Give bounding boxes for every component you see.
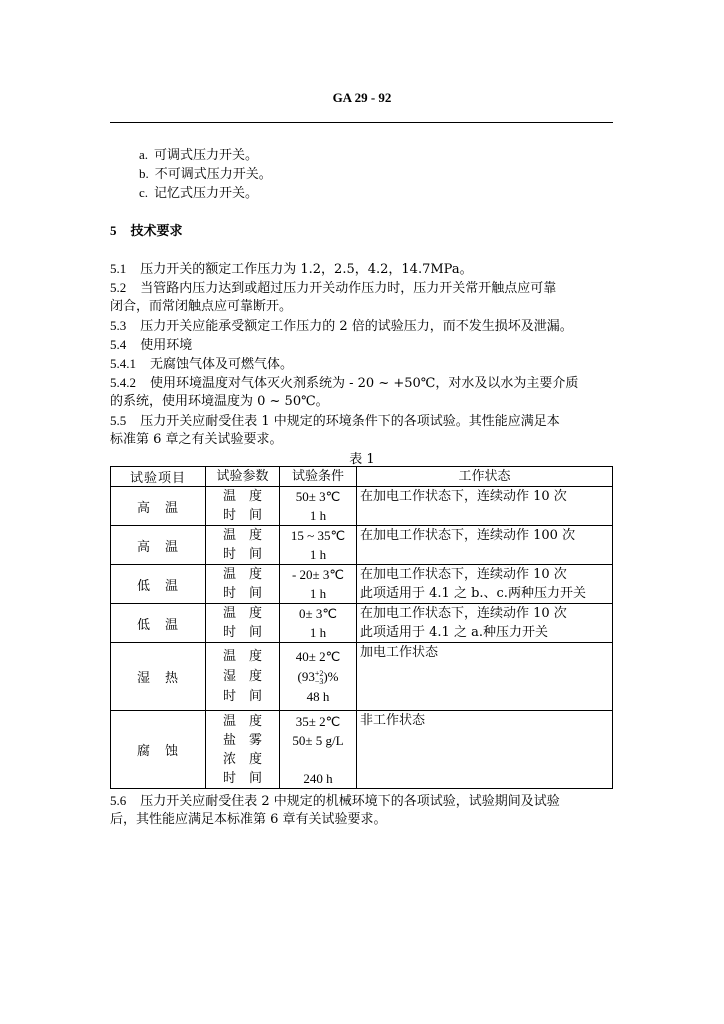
cell-params: 温 度 盐 雾 浓 度 时 间 [206,711,280,789]
cell-state: 在加电工作状态下，连续动作 10 次 [357,487,613,526]
header-rule [110,122,613,123]
cell-item: 高 温 [111,526,206,565]
cell-state: 加电工作状态 [357,643,613,711]
para-5-2-line2: 闭合，而常闭触点应可靠断开。 [110,299,293,314]
cell-params: 温 度 时 间 [206,526,280,565]
para-5-3: 5.3 压力开关应能承受额定工作压力的 2 倍的试验压力，而不发生损坏及泄漏。 [110,318,573,334]
cell-state: 非工作状态 [357,711,613,789]
cell-conds: 50± 3℃ 1 h [280,487,357,526]
cell-conds: - 20± 3℃ 1 h [280,565,357,604]
para-5-1: 5.1 压力开关的额定工作压力为 1.2，2.5，4.2，14.7MPa。 [110,261,473,277]
para-5-4-2-line1: 5.4.2 使用环境温度对气体灭火剂系统为 - 20 ~ +50℃，对水及以水为主要介质 [110,375,579,391]
cell-item: 低 温 [111,565,206,604]
table-row [111,487,613,526]
cell-params: 温 度 时 间 [206,604,280,643]
cell-conds: 40± 2℃ (93 +2 −3 )% 48 h [280,643,357,711]
para-5-5-line2: 标准第 6 章之有关试验要求。 [110,432,283,447]
cell-item: 高 温 [111,487,206,526]
cell-state: 在加电工作状态下，连续动作 10 次 此项适用于 4.1 之 b.、c.两种压力开关 [357,565,613,604]
para-5-4-2-line2: 的系统，使用环境温度为 0 ~ 50℃。 [110,394,329,409]
para-5-6-line2: 后，其性能应满足本标准第 6 章有关试验要求。 [110,812,387,827]
cell-item: 低 温 [111,604,206,643]
table-row [111,604,613,643]
header-test-param: 试验参数 [206,467,280,487]
table-1-title: 表 1 [349,452,375,467]
list-item-a: a. 可调式压力开关。 [139,147,259,163]
standard-code: GA 29 - 92 [332,90,392,105]
cell-conds: 0± 3℃ 1 h [280,604,357,643]
para-5-2-line1: 5.2 当管路内压力达到或超过压力开关动作压力时，压力开关常开触点应可靠 [110,280,557,296]
cell-params: 温 度 湿 度 时 间 [206,643,280,711]
cell-state: 在加电工作状态下，连续动作 10 次 此项适用于 4.1 之 a.种压力开关 [357,604,613,643]
table-row [111,526,613,565]
table-row [111,643,613,711]
cell-conds: 35± 2℃ 50± 5 g/L 240 h [280,711,357,789]
cell-params: 温 度 时 间 [206,565,280,604]
header-test-cond: 试验条件 [280,467,357,487]
cell-item: 腐 蚀 [111,711,206,789]
para-5-4-1: 5.4.1 无腐蚀气体及可燃气体。 [110,356,294,372]
table-1 [110,466,613,789]
table-header-row [111,467,613,487]
cell-params: 温 度 时 间 [206,487,280,526]
table-row [111,711,613,789]
list-item-b: b. 不可调式压力开关。 [139,166,272,182]
cell-state: 在加电工作状态下，连续动作 100 次 [357,526,613,565]
header-test-item: 试验项目 [111,467,206,487]
humidity-value: (93 +2 −3 )% [297,668,339,686]
section-5-heading: 5 技术要求 [110,223,183,239]
header-work-state: 工作状态 [357,467,613,487]
list-item-c: c. 记忆式压力开关。 [139,185,259,201]
table-row [111,565,613,604]
para-5-5-line1: 5.5 压力开关应耐受住表 1 中规定的环境条件下的各项试验。其性能应满足本 [110,413,560,429]
para-5-6-line1: 5.6 压力开关应耐受住表 2 中规定的机械环境下的各项试验，试验期间及试验 [110,793,560,809]
cell-conds: 15 ~ 35℃ 1 h [280,526,357,565]
cell-item: 湿 热 [111,643,206,711]
para-5-4: 5.4 使用环境 [110,337,193,353]
